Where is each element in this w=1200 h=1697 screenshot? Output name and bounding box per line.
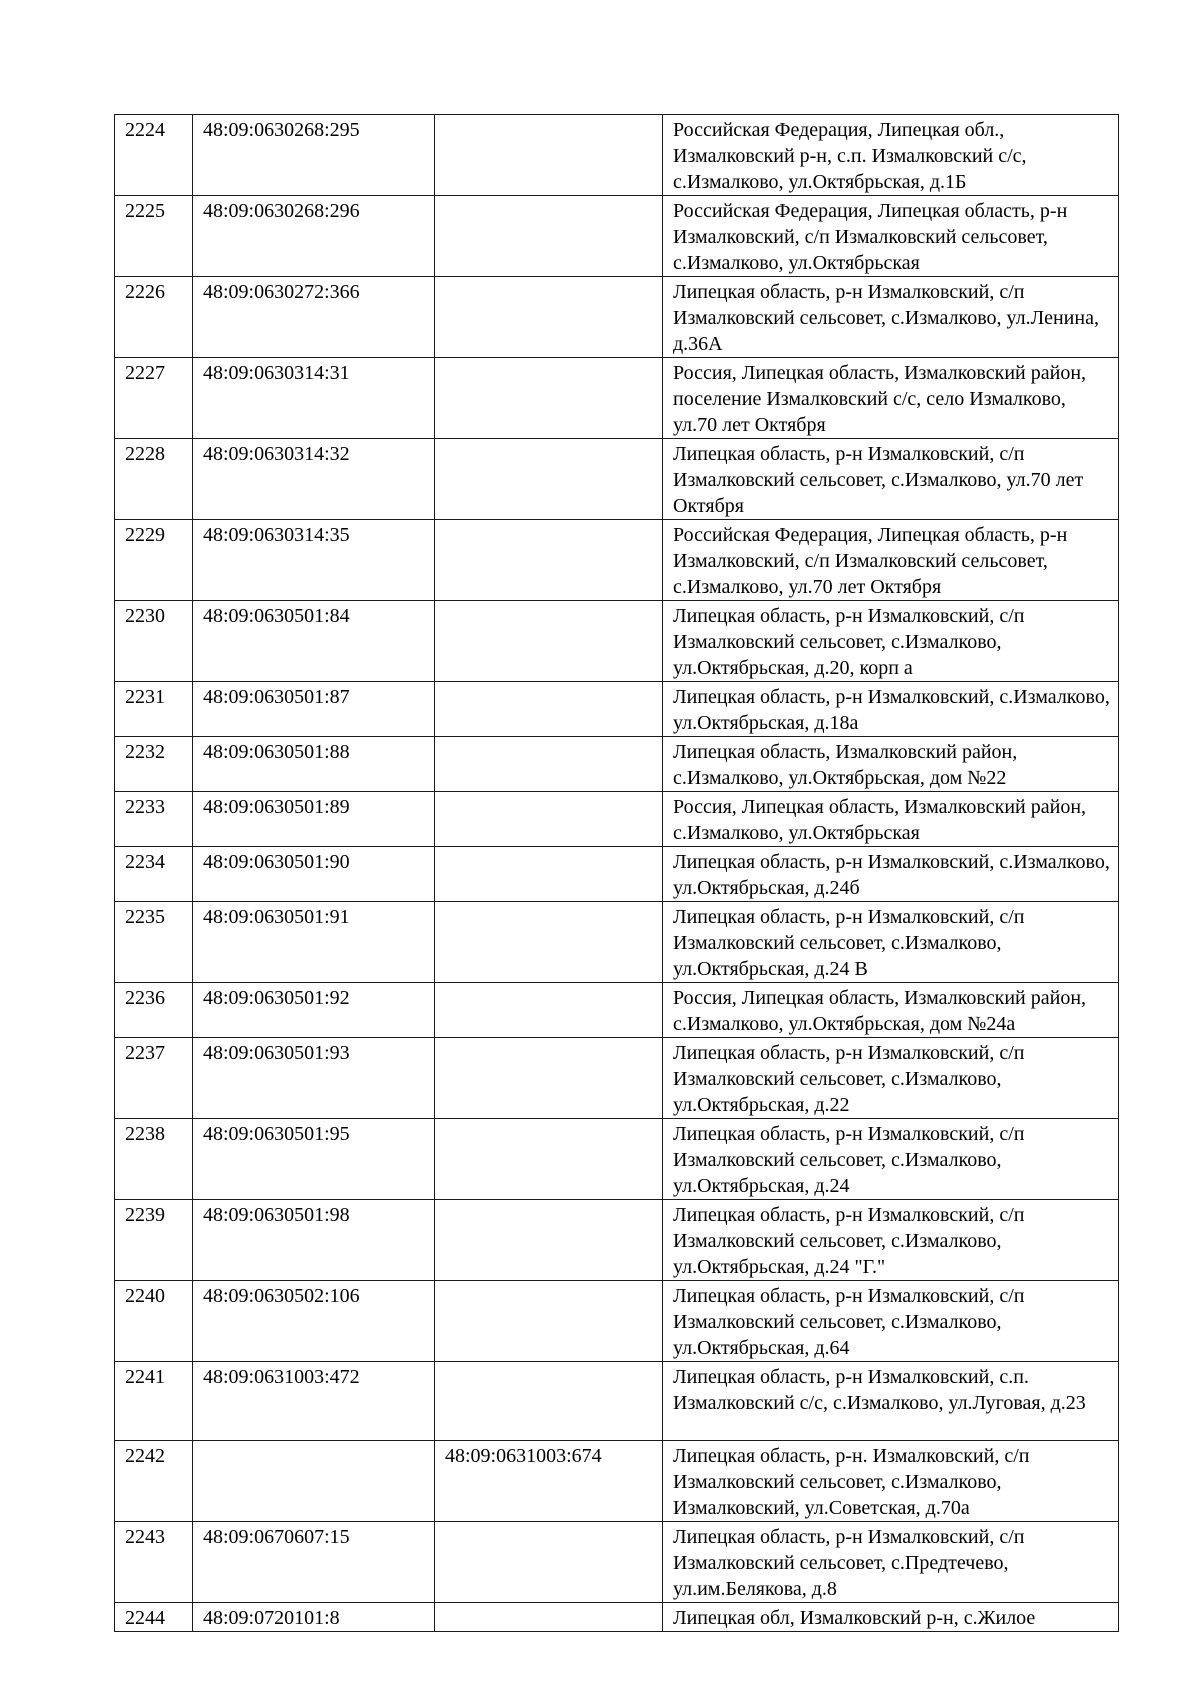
cadastral-number: 48:09:0630268:295 <box>193 115 435 196</box>
row-number: 2238 <box>115 1119 193 1200</box>
table-row <box>115 115 1119 196</box>
cadastral-number-2 <box>435 792 663 847</box>
address: Российская Федерация, Липецкая обл., Измалковский р-н, с.п. Измалковский с/с, с.Измалково, ул.Октябрьская, д.1Б <box>663 115 1119 196</box>
row-number: 2242 <box>115 1441 193 1522</box>
cadastral-number-2 <box>435 1281 663 1362</box>
address: Российская Федерация, Липецкая область, р-н Измалковский, с/п Измалковский сельсовет, с.Измалково, ул.70 лет Октября <box>663 520 1119 601</box>
row-number: 2231 <box>115 682 193 737</box>
cadastral-number-2 <box>435 1200 663 1281</box>
cadastral-number: 48:09:0630501:95 <box>193 1119 435 1200</box>
cadastral-number: 48:09:0720101:8 <box>193 1603 435 1632</box>
address: Липецкая область, р-н Измалковский, с.п. Измалковский с/с, с.Измалково, ул.Луговая, д.23 <box>663 1362 1119 1441</box>
cadastral-number: 48:09:0670607:15 <box>193 1522 435 1603</box>
table-row <box>115 682 1119 737</box>
table-row <box>115 847 1119 902</box>
cadastral-number: 48:09:0630314:31 <box>193 358 435 439</box>
row-number: 2237 <box>115 1038 193 1119</box>
row-number: 2241 <box>115 1362 193 1441</box>
cadastral-number: 48:09:0630501:93 <box>193 1038 435 1119</box>
cadastral-number-2 <box>435 983 663 1038</box>
table-row <box>115 737 1119 792</box>
address: Россия, Липецкая область, Измалковский район, с.Измалково, ул.Октябрьская, дом №24а <box>663 983 1119 1038</box>
address: Липецкая область, р-н Измалковский, с/п Измалковский сельсовет, с.Измалково, ул.70 лет Октября <box>663 439 1119 520</box>
address: Липецкая область, р-н Измалковский, с/п Измалковский сельсовет, с.Измалково, ул.Октябрьская, д.22 <box>663 1038 1119 1119</box>
row-number: 2227 <box>115 358 193 439</box>
address: Липецкая область, р-н Измалковский, с/п Измалковский сельсовет, с.Измалково, ул.Октябрьская, д.64 <box>663 1281 1119 1362</box>
address: Липецкая область, р-н Измалковский, с/п Измалковский сельсовет, с.Предтечево, ул.им.Белякова, д.8 <box>663 1522 1119 1603</box>
cadastral-number <box>193 1441 435 1522</box>
table-row <box>115 196 1119 277</box>
table-row <box>115 601 1119 682</box>
table-row <box>115 1441 1119 1522</box>
cadastral-number-2 <box>435 682 663 737</box>
row-number: 2234 <box>115 847 193 902</box>
address: Липецкая область, р-н Измалковский, с.Измалково, ул.Октябрьская, д.18а <box>663 682 1119 737</box>
table-row <box>115 1038 1119 1119</box>
address: Липецкая область, р-н Измалковский, с/п Измалковский сельсовет, с.Измалково, ул.Октябрьская, д.24 "Г." <box>663 1200 1119 1281</box>
cadastral-number-2 <box>435 1362 663 1441</box>
table-row <box>115 902 1119 983</box>
cadastral-number-2 <box>435 196 663 277</box>
table-row <box>115 792 1119 847</box>
table-row <box>115 1200 1119 1281</box>
cadastral-number-2 <box>435 902 663 983</box>
cadastral-number-2 <box>435 439 663 520</box>
row-number: 2229 <box>115 520 193 601</box>
cadastral-number: 48:09:0630268:296 <box>193 196 435 277</box>
row-number: 2235 <box>115 902 193 983</box>
cadastral-number: 48:09:0630501:90 <box>193 847 435 902</box>
table-row <box>115 520 1119 601</box>
cadastral-number: 48:09:0630501:88 <box>193 737 435 792</box>
cadastral-number-2 <box>435 1522 663 1603</box>
cadastral-number: 48:09:0630501:89 <box>193 792 435 847</box>
row-number: 2225 <box>115 196 193 277</box>
address: Липецкая обл, Измалковский р-н, с.Жилое <box>663 1603 1119 1632</box>
cadastral-number: 48:09:0630314:32 <box>193 439 435 520</box>
register-table <box>114 114 1119 1632</box>
row-number: 2239 <box>115 1200 193 1281</box>
address: Липецкая область, р-н Измалковский, с/п Измалковский сельсовет, с.Измалково, ул.Октябрьская, д.24 <box>663 1119 1119 1200</box>
cadastral-number: 48:09:0630501:87 <box>193 682 435 737</box>
address: Липецкая область, Измалковский район, с.Измалково, ул.Октябрьская, дом №22 <box>663 737 1119 792</box>
address: Липецкая область, р-н. Измалковский, с/п Измалковский сельсовет, с.Измалково, Измалковский, ул.Советская, д.70а <box>663 1441 1119 1522</box>
cadastral-number-2 <box>435 520 663 601</box>
cadastral-number-2 <box>435 737 663 792</box>
cadastral-number: 48:09:0631003:472 <box>193 1362 435 1441</box>
table-row <box>115 1281 1119 1362</box>
address: Россия, Липецкая область, Измалковский район, поселение Измалковский с/с, село Измалково, ул.70 лет Октября <box>663 358 1119 439</box>
address: Россия, Липецкая область, Измалковский район, с.Измалково, ул.Октябрьская <box>663 792 1119 847</box>
cadastral-number: 48:09:0630272:366 <box>193 277 435 358</box>
cadastral-number-2 <box>435 847 663 902</box>
table-row <box>115 358 1119 439</box>
cadastral-number-2 <box>435 1038 663 1119</box>
table-row <box>115 439 1119 520</box>
cadastral-number-2 <box>435 1119 663 1200</box>
cadastral-number: 48:09:0630501:91 <box>193 902 435 983</box>
row-number: 2230 <box>115 601 193 682</box>
cadastral-number: 48:09:0630501:98 <box>193 1200 435 1281</box>
row-number: 2236 <box>115 983 193 1038</box>
row-number: 2232 <box>115 737 193 792</box>
row-number: 2244 <box>115 1603 193 1632</box>
row-number: 2243 <box>115 1522 193 1603</box>
table-row <box>115 1119 1119 1200</box>
table-row <box>115 277 1119 358</box>
cadastral-number: 48:09:0630502:106 <box>193 1281 435 1362</box>
row-number: 2240 <box>115 1281 193 1362</box>
cadastral-number-2 <box>435 358 663 439</box>
cadastral-number-2 <box>435 1603 663 1632</box>
table-row <box>115 1603 1119 1632</box>
address: Липецкая область, р-н Измалковский, с/п Измалковский сельсовет, с.Измалково, ул.Ленина, д.36А <box>663 277 1119 358</box>
cadastral-number: 48:09:0630501:92 <box>193 983 435 1038</box>
address: Липецкая область, р-н Измалковский, с.Измалково, ул.Октябрьская, д.24б <box>663 847 1119 902</box>
row-number: 2224 <box>115 115 193 196</box>
cadastral-number-2 <box>435 277 663 358</box>
cadastral-number: 48:09:0630314:35 <box>193 520 435 601</box>
cadastral-number-2 <box>435 601 663 682</box>
row-number: 2233 <box>115 792 193 847</box>
row-number: 2226 <box>115 277 193 358</box>
table-row <box>115 1522 1119 1603</box>
address: Российская Федерация, Липецкая область, р-н Измалковский, с/п Измалковский сельсовет, с.Измалково, ул.Октябрьская <box>663 196 1119 277</box>
table-row <box>115 1362 1119 1441</box>
address: Липецкая область, р-н Измалковский, с/п Измалковский сельсовет, с.Измалково, ул.Октябрьская, д.24 В <box>663 902 1119 983</box>
table-row <box>115 983 1119 1038</box>
cadastral-number-2 <box>435 115 663 196</box>
cadastral-number: 48:09:0630501:84 <box>193 601 435 682</box>
row-number: 2228 <box>115 439 193 520</box>
address: Липецкая область, р-н Измалковский, с/п Измалковский сельсовет, с.Измалково, ул.Октябрьская, д.20, корп а <box>663 601 1119 682</box>
cadastral-number-2: 48:09:0631003:674 <box>435 1441 663 1522</box>
